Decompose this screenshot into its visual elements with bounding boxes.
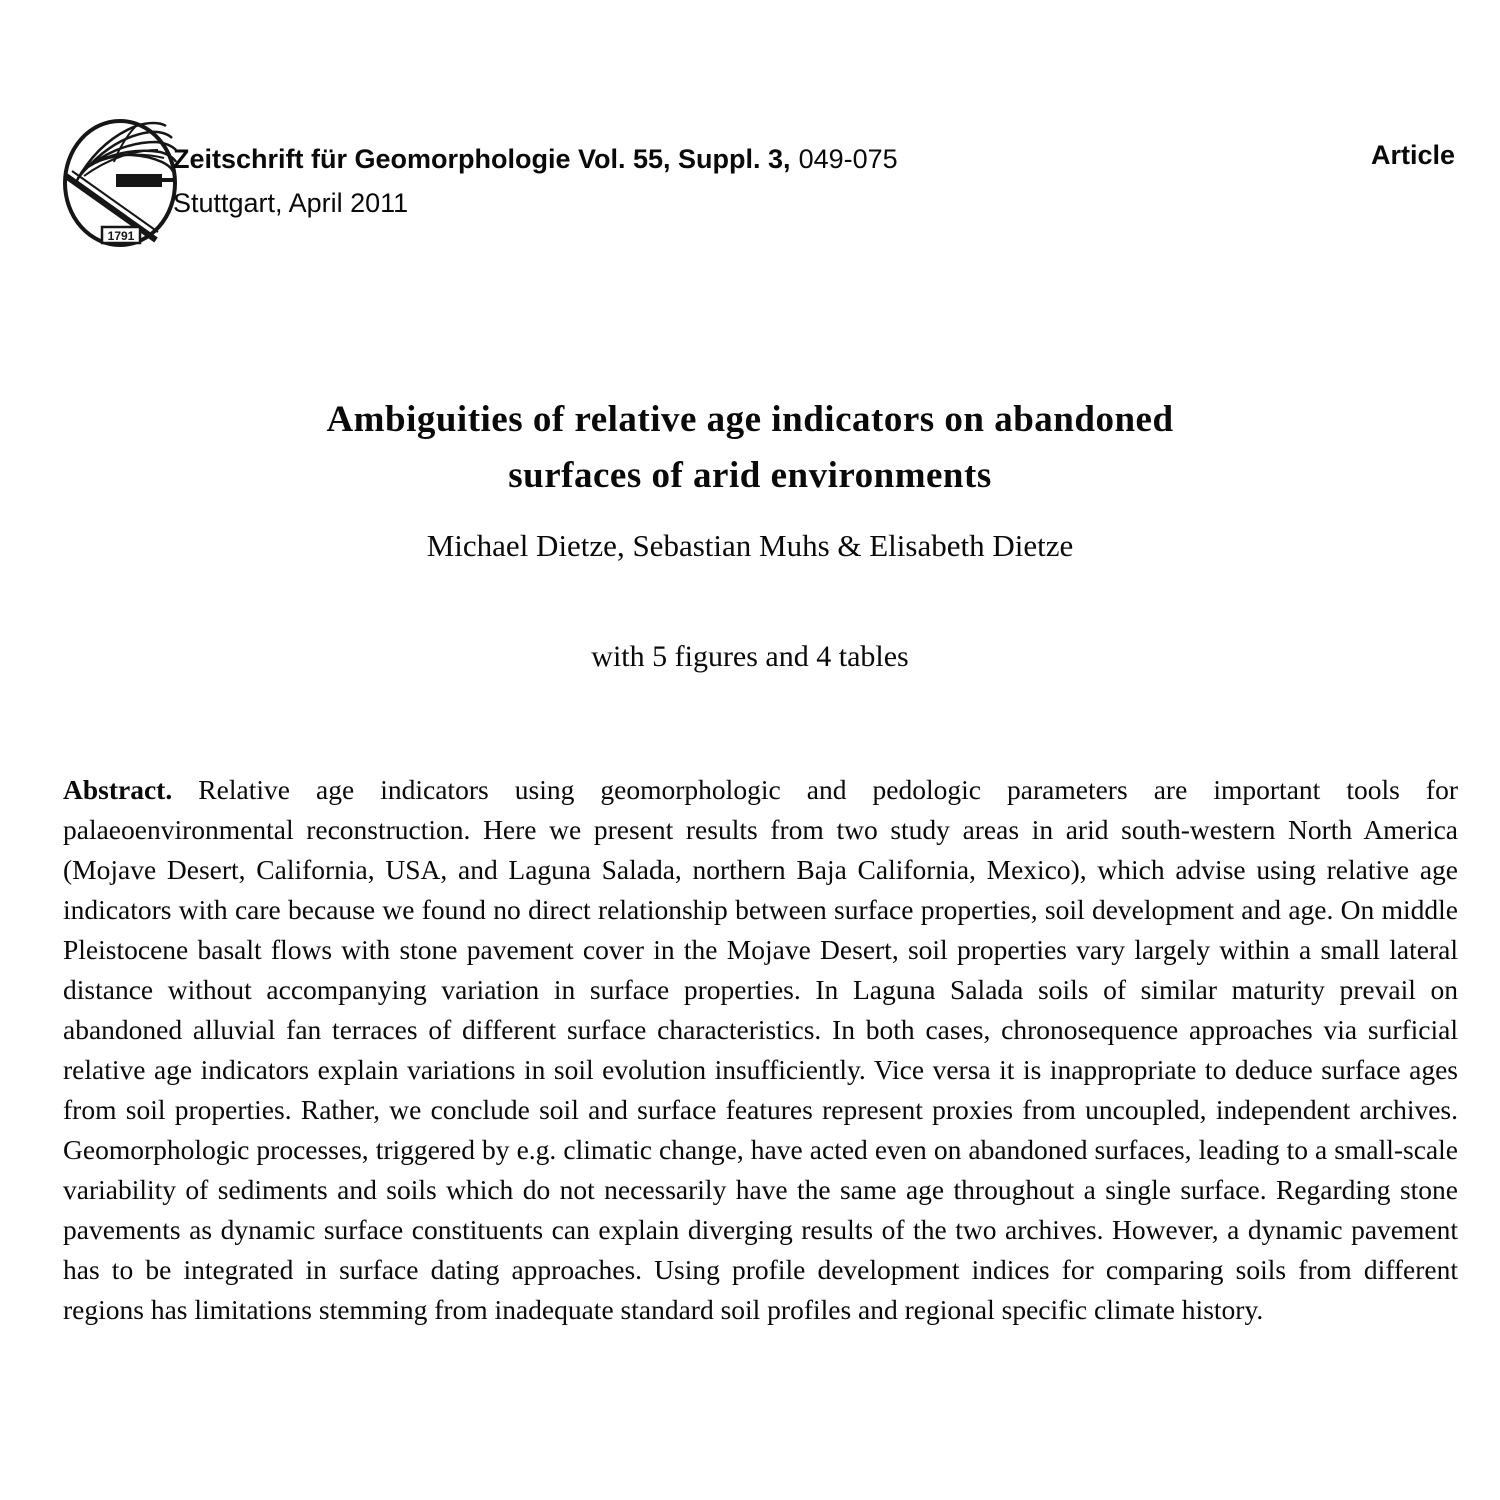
publisher-logo-icon: [58, 110, 186, 250]
logo-year: 1791: [107, 229, 135, 243]
abstract-body: Relative age indicators using geomorphologic and pedologic parameters are important tools for palaeoenvironmental reconstruction. Here we present results from two study areas in arid south-western North America (Mojave Desert, California, USA, and Laguna Salada, northern Baja California, Mexico), which advise using relative age indicators with care because we found no direct relationship between surface properties, soil development and age. On middle Pleistocene basalt flows with stone pavement cover in the Mojave Desert, soil properties vary largely within a small lateral distance without accompanying variation in surface properties. In Laguna Salada soils of similar maturity prevail on abandoned alluvial fan terraces of different surface characteristics. In both cases, chronosequence approaches via surficial relative age indicators explain variations in soil evolution insufficiently. Vice versa it is inappropriate to deduce surface ages from soil properties. Rather, we conclude soil and surface features represent proxies from uncoupled, independent archives. Geomorphologic processes, triggered by e.g. climatic change, have acted even on abandoned surfaces, leading to a small-scale variability of sediments and soils which do not necessarily have the same age throughout a single surface. Regarding stone pavements as dynamic surface constituents can explain diverging results of the two archives. However, a dynamic pavement has to be integrated in surface dating approaches. Using profile development indices for comparing soils from different regions has limitations stemming from inadequate standard soil profiles and regional specific climate history.: [63, 774, 1458, 1325]
paper-title-line1: Ambiguities of relative age indicators on abandoned: [326, 399, 1174, 440]
journal-title-line: [173, 137, 898, 181]
abstract-paragraph: [63, 770, 1458, 1330]
paper-title-line2: surfaces of arid environments: [508, 455, 992, 496]
journal-title: Zeitschrift für Geomorphologie Vol. 55, Suppl. 3,: [173, 144, 791, 174]
figures-tables-note: with 5 figures and 4 tables: [591, 640, 909, 673]
journal-place-date: Stuttgart, April 2011: [173, 188, 409, 218]
article-type-label: Article: [1370, 140, 1455, 170]
abstract-label: Abstract.: [63, 774, 173, 805]
journal-pages: 049-075: [798, 144, 898, 174]
paper-title: [0, 392, 1500, 504]
authors-line: Michael Dietze, Sebastian Muhs & Elisabeth Dietze: [426, 528, 1074, 563]
journal-header: [173, 137, 898, 225]
publisher-logo: [58, 110, 186, 250]
